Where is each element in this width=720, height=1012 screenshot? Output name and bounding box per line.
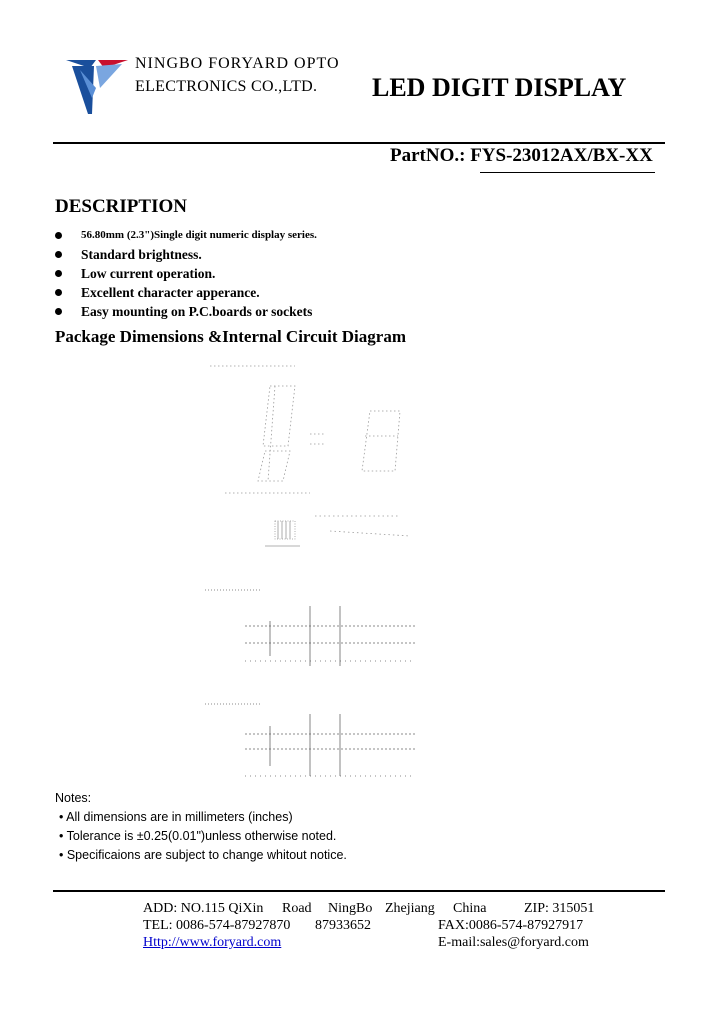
circuit-diagram-bx xyxy=(205,704,415,776)
note-item: • Tolerance is ±0.25(0.01")unless otherwise noted. xyxy=(59,829,337,843)
bullet-icon xyxy=(55,232,62,239)
front-view-drawing xyxy=(210,366,400,493)
footer-road: Road xyxy=(282,901,312,916)
company-logo xyxy=(66,58,128,116)
list-item xyxy=(55,245,317,264)
notes-section xyxy=(55,789,347,865)
list-item xyxy=(55,226,317,245)
bullet-icon xyxy=(55,289,62,296)
list-item xyxy=(55,264,317,283)
company-name-line2: ELECTRONICS CO.,LTD. xyxy=(135,78,318,95)
footer-divider xyxy=(53,890,665,892)
footer-city: NingBo xyxy=(328,901,373,916)
footer-address: ADD: NO.115 QiXin xyxy=(143,901,264,916)
list-item-text: Easy mounting on P.C.boards or sockets xyxy=(81,304,313,319)
part-number-underline xyxy=(480,172,655,173)
footer-telephone-2: 87933652 xyxy=(315,918,371,933)
list-item-text: Low current operation. xyxy=(81,266,216,281)
footer-website-link[interactable]: Http://www.foryard.com xyxy=(143,935,282,950)
footer-country: China xyxy=(453,901,487,916)
list-item-text: Excellent character apperance. xyxy=(81,285,260,300)
note-item: • Specificaions are subject to change whitout notice. xyxy=(59,848,347,862)
list-item xyxy=(55,302,317,321)
circuit-diagram-ax xyxy=(205,590,415,666)
footer-email: E-mail:sales@foryard.com xyxy=(438,935,589,950)
document-title: LED DIGIT DISPLAY xyxy=(372,73,627,102)
description-list xyxy=(55,226,317,321)
part-number: PartNO.: FYS-23012AX/BX-XX xyxy=(390,145,653,166)
list-item xyxy=(55,283,317,302)
package-dimensions-heading: Package Dimensions &Internal Circuit Diagram xyxy=(55,327,406,346)
description-heading: DESCRIPTION xyxy=(55,196,187,217)
bullet-icon xyxy=(55,251,62,258)
header-divider xyxy=(53,142,665,144)
list-item-text: 56.80mm (2.3")Single digit numeric display series. xyxy=(81,229,317,241)
note-item: • All dimensions are in millimeters (inches) xyxy=(59,810,293,824)
notes-heading: Notes: xyxy=(55,791,92,805)
package-dimension-drawing xyxy=(200,356,430,786)
footer-zip: ZIP: 315051 xyxy=(524,901,595,916)
bullet-icon xyxy=(55,270,62,277)
company-name-line1: NINGBO FORYARD OPTO xyxy=(135,55,340,72)
side-view-drawing xyxy=(265,516,410,546)
footer-province: Zhejiang xyxy=(385,901,435,916)
footer-fax: FAX:0086-574-87927917 xyxy=(438,918,584,933)
list-item-text: Standard brightness. xyxy=(81,247,202,262)
bullet-icon xyxy=(55,308,62,315)
footer-telephone: TEL: 0086-574-87927870 xyxy=(143,918,291,933)
